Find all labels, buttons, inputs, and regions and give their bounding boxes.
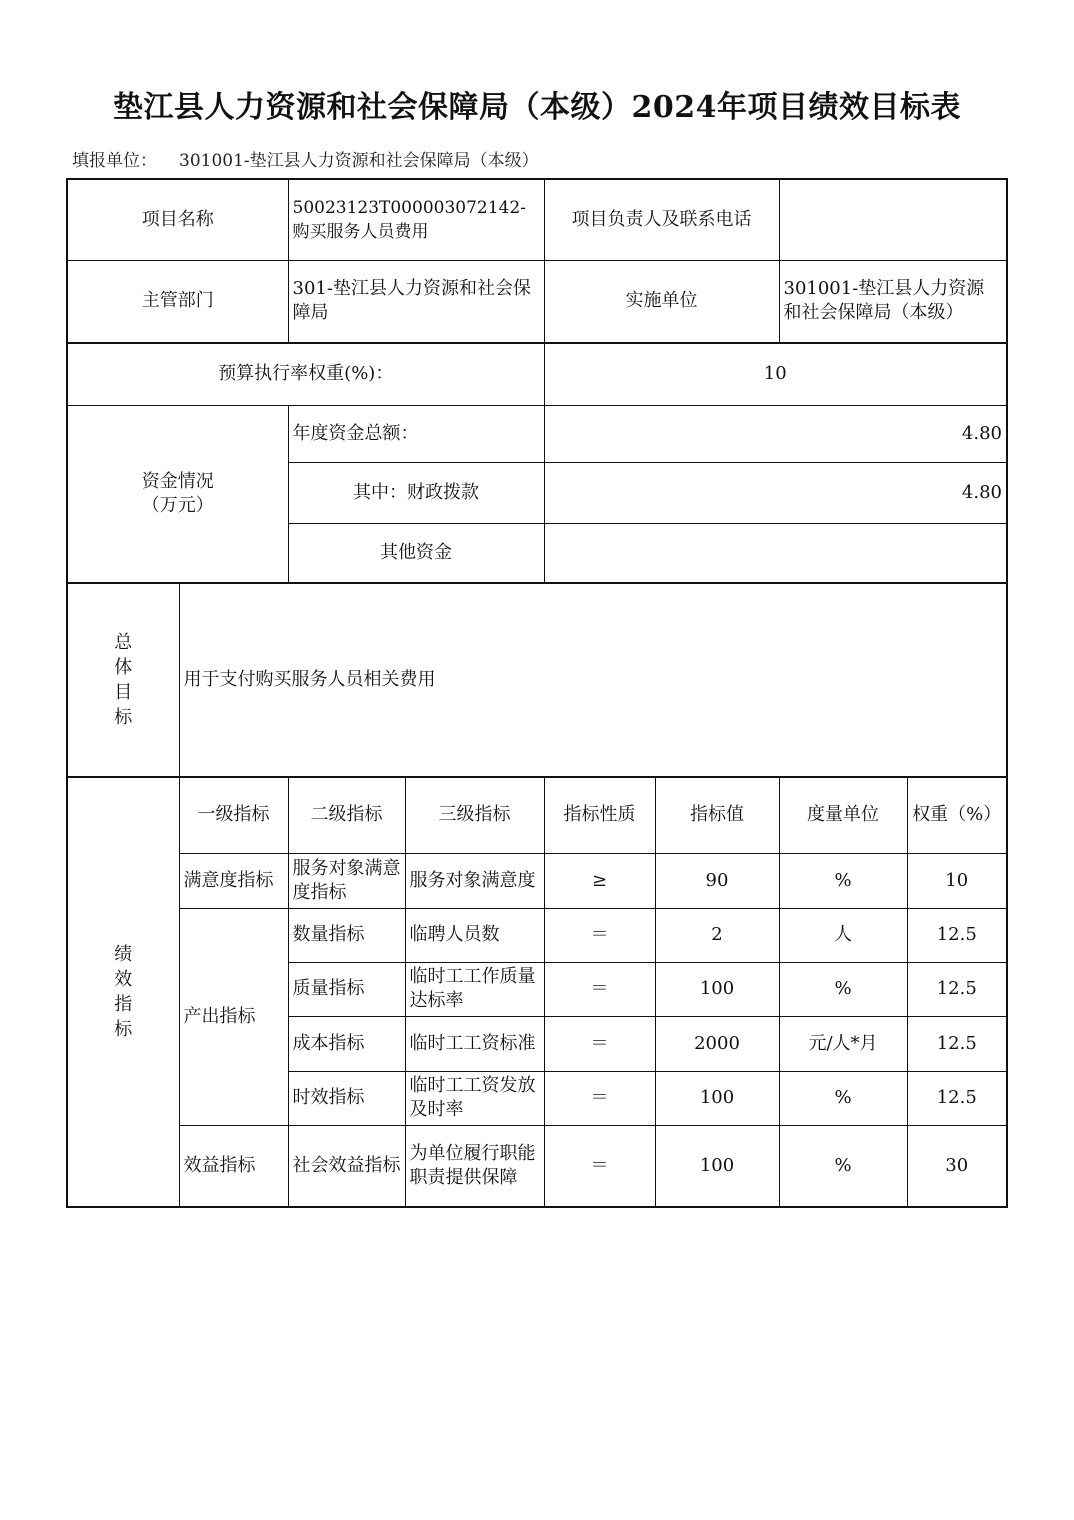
header-nature: 指标性质	[544, 777, 655, 853]
cell-l2: 时效指标	[288, 1071, 405, 1125]
cell-unit: 人	[779, 908, 907, 962]
cell-value: 100	[655, 1071, 779, 1125]
project-owner-label: 项目负责人及联系电话	[544, 179, 779, 260]
perf-label-char: 指	[114, 994, 133, 1015]
goal-label-char: 体	[114, 657, 133, 678]
cell-l1: 产出指标	[179, 908, 288, 1125]
cell-l2: 社会效益指标	[288, 1125, 405, 1207]
funds-fiscal-label: 其中：财政拨款	[288, 462, 544, 523]
project-name-label: 项目名称	[67, 179, 288, 260]
cell-unit: %	[779, 1125, 907, 1207]
cell-weight: 30	[907, 1125, 1007, 1207]
dept-value: 301-垫江县人力资源和社会保障局	[288, 260, 544, 343]
goal-label-char: 总	[114, 632, 133, 653]
cell-l3: 为单位履行职能职责提供保障	[405, 1125, 544, 1207]
cell-nature: ＝	[544, 1071, 655, 1125]
funds-total-label: 年度资金总额：	[288, 405, 544, 462]
page-title: 垫江县人力资源和社会保障局（本级）2024年项目绩效目标表	[113, 90, 961, 125]
table-row	[67, 908, 1007, 962]
header-l3: 三级指标	[405, 777, 544, 853]
cell-value: 90	[655, 853, 779, 908]
cell-nature: ≥	[544, 853, 655, 908]
goal-label-char: 目	[114, 682, 133, 703]
goal-label-char: 标	[114, 707, 133, 728]
filing-unit-label: 填报单位：	[72, 151, 157, 171]
funds-total-value: 4.80	[544, 405, 1007, 462]
goal-value: 用于支付购买服务人员相关费用	[179, 583, 1007, 777]
perf-label-char: 绩	[114, 944, 133, 965]
funds-label-line1: 资金情况	[141, 470, 214, 492]
funds-label	[67, 405, 288, 583]
cell-weight: 12.5	[907, 1016, 1007, 1071]
header-l1: 一级指标	[179, 777, 288, 853]
cell-l1: 效益指标	[179, 1125, 288, 1207]
budget-weight-value: 10	[544, 343, 1007, 405]
header-weight: 权重（%）	[907, 777, 1007, 853]
header-unit: 度量单位	[779, 777, 907, 853]
table-row	[67, 853, 1007, 908]
cell-l3: 临时工工资发放及时率	[405, 1071, 544, 1125]
cell-nature: ＝	[544, 1016, 655, 1071]
cell-unit: 元/人*月	[779, 1016, 907, 1071]
cell-l2: 数量指标	[288, 908, 405, 962]
perf-label-char: 标	[114, 1019, 133, 1040]
cell-l1: 满意度指标	[179, 853, 288, 908]
cell-weight: 12.5	[907, 908, 1007, 962]
cell-unit: %	[779, 962, 907, 1016]
cell-l3: 临时工工作质量达标率	[405, 962, 544, 1016]
cell-nature: ＝	[544, 1125, 655, 1207]
cell-nature: ＝	[544, 962, 655, 1016]
cell-l2: 服务对象满意度指标	[288, 853, 405, 908]
impl-value: 301001-垫江县人力资源和社会保障局（本级）	[779, 260, 1007, 343]
dept-label: 主管部门	[67, 260, 288, 343]
cell-l3: 服务对象满意度	[405, 853, 544, 908]
cell-value: 2	[655, 908, 779, 962]
funds-label-line2: （万元）	[141, 494, 214, 516]
cell-unit: %	[779, 1071, 907, 1125]
cell-l2: 成本指标	[288, 1016, 405, 1071]
cell-weight: 12.5	[907, 962, 1007, 1016]
cell-nature: ＝	[544, 908, 655, 962]
header-l2: 二级指标	[288, 777, 405, 853]
perf-label	[67, 777, 179, 1207]
filing-unit-value: 301001-垫江县人力资源和社会保障局（本级）	[179, 151, 539, 171]
cell-l3: 临聘人员数	[405, 908, 544, 962]
cell-value: 100	[655, 962, 779, 1016]
filing-unit	[72, 146, 539, 171]
performance-table	[66, 178, 1008, 1208]
funds-other-value	[544, 523, 1007, 583]
impl-label: 实施单位	[544, 260, 779, 343]
goal-label	[67, 583, 179, 777]
cell-weight: 10	[907, 853, 1007, 908]
cell-unit: %	[779, 853, 907, 908]
table-row	[67, 1125, 1007, 1207]
funds-other-label: 其他资金	[288, 523, 544, 583]
perf-label-char: 效	[114, 969, 133, 990]
cell-l2: 质量指标	[288, 962, 405, 1016]
cell-weight: 12.5	[907, 1071, 1007, 1125]
header-value: 指标值	[655, 777, 779, 853]
cell-value: 2000	[655, 1016, 779, 1071]
budget-weight-label: 预算执行率权重(%)：	[67, 343, 544, 405]
cell-l3: 临时工工资标准	[405, 1016, 544, 1071]
funds-fiscal-value: 4.80	[544, 462, 1007, 523]
cell-value: 100	[655, 1125, 779, 1207]
project-owner-value	[779, 179, 1007, 260]
project-name-value: 50023123T000003072142-购买服务人员费用	[288, 179, 544, 260]
